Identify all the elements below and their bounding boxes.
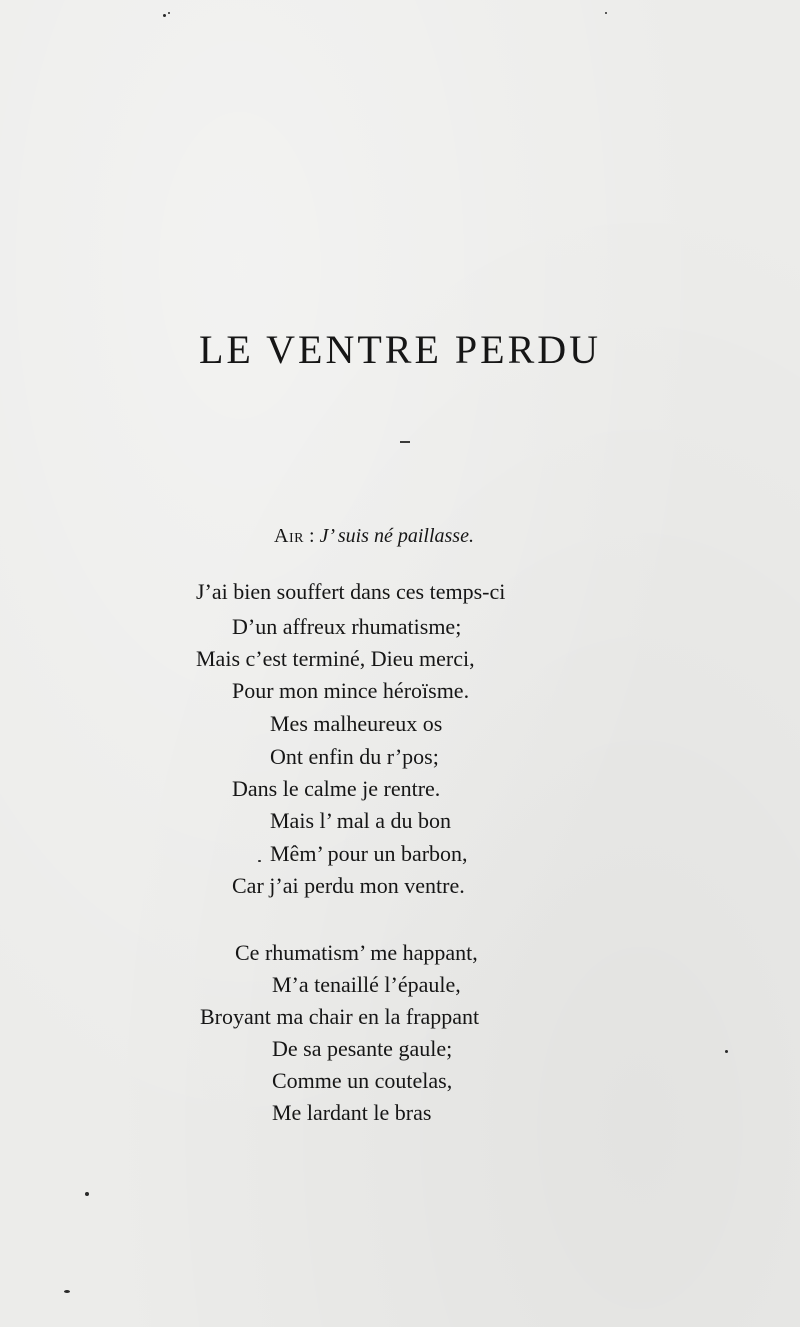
poem-title: LE VENTRE PERDU: [198, 327, 602, 372]
verse-line: Broyant ma chair en la frappant: [200, 1004, 480, 1029]
verse-line: Ont enfin du r’pos;: [270, 744, 439, 769]
paper-speck: [163, 14, 166, 17]
verse-line: De sa pesante gaule;: [272, 1036, 453, 1061]
verse-line: Me lardant le bras: [272, 1100, 432, 1125]
paper-speck: [85, 1192, 89, 1196]
verse-line: Car j’ai perdu mon ventre.: [232, 873, 465, 898]
paper-speck: [64, 1290, 70, 1293]
verse-line: J’ai bien souffert dans ces temps-ci: [196, 579, 506, 604]
paper-speck: [258, 860, 261, 862]
verse-line: Mais l’ mal a du bon: [270, 808, 452, 833]
title-rule: [400, 441, 410, 443]
tune-indication: [274, 522, 474, 550]
verse-line: Pour mon mince héroïsme.: [232, 678, 470, 703]
tune-name: J’ suis né paillasse.: [319, 525, 474, 547]
verse-line: Mais c’est terminé, Dieu merci,: [196, 646, 475, 671]
verse-line: Mes malheureux os: [270, 711, 443, 736]
paper-speck: [725, 1050, 728, 1053]
verse-line: M’a tenaillé l’épaule,: [272, 972, 461, 997]
verse-line: Mêm’ pour un barbon,: [270, 841, 468, 866]
verse-line: D’un affreux rhumatisme;: [232, 614, 462, 639]
tune-separator: :: [303, 525, 320, 547]
paper-speck: [605, 12, 607, 14]
verse-line: Ce rhumatism’ me happant,: [235, 940, 478, 965]
verse-line: Comme un coutelas,: [272, 1068, 453, 1093]
verse-line: Dans le calme je rentre.: [232, 776, 441, 801]
paper-speck: [168, 12, 170, 14]
tune-label: Air: [274, 525, 304, 547]
